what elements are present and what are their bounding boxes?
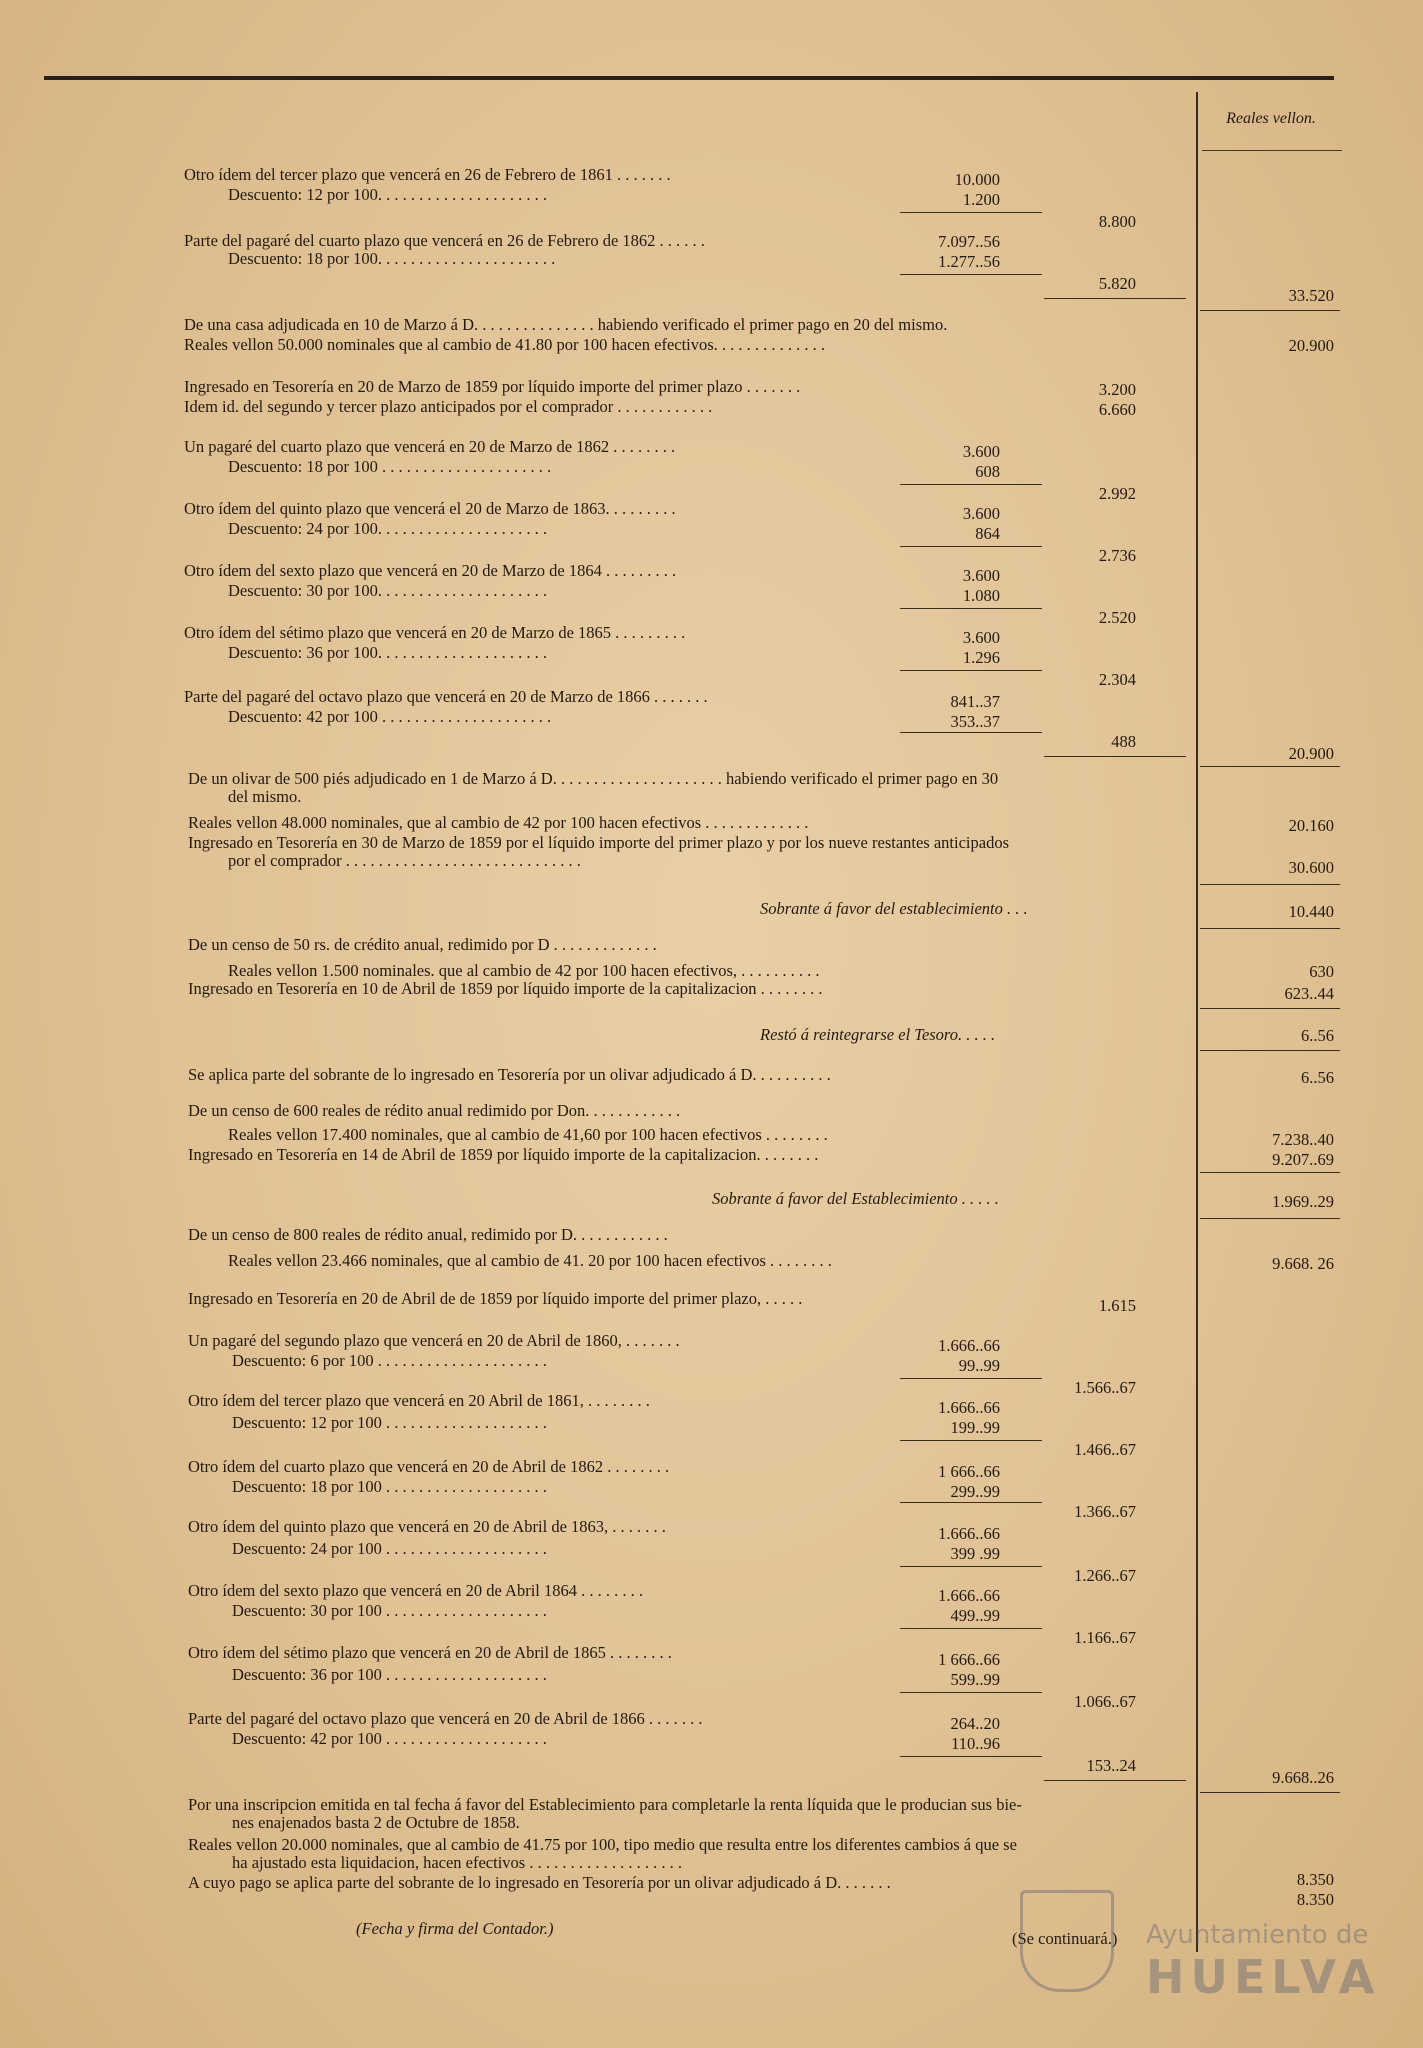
sum-rule [1200,766,1340,767]
watermark-main: HUELVA [1146,1950,1381,2004]
amount-col-2: 1.466..67 [1074,1440,1136,1459]
ledger-line: Reales vellon 48.000 nominales, que al cambio de 42 por 100 hacen efectivos . . . . . . . . . . . . . [188,813,809,832]
amount-col-1: 10.000 [954,170,1000,189]
sum-rule [900,274,1042,275]
amount-col-1: 3.600 [962,442,1000,461]
sum-rule [900,1566,1042,1567]
ledger-line: Parte del pagaré del cuarto plazo que vencerá en 26 de Febrero de 1862 . . . . . . [184,231,705,250]
ledger-line: Sobrante á favor del Establecimiento . . . . . [712,1189,999,1208]
ledger-line: Descuento: 42 por 100 . . . . . . . . . . . . . . . . . . . . . [228,707,552,726]
ledger-line: Otro ídem del quinto plazo que vencerá en 20 de Abril de 1863, . . . . . . . [188,1517,666,1536]
amount-col-2: 1.615 [1098,1296,1136,1315]
sum-rule [900,1692,1042,1693]
ledger-line: Por una inscripcion emitida en tal fecha á favor del Establecimiento para completarle la renta líquida que le producian sus bie- [188,1795,1022,1814]
sum-rule [1044,1780,1186,1781]
amount-col-3: 20.900 [1288,744,1334,763]
amount-col-3: 6..56 [1301,1068,1334,1087]
sum-rule [1200,1218,1340,1219]
amount-col-2: 488 [1111,732,1136,751]
amount-col-2: 2.736 [1098,546,1136,565]
sum-rule [1200,310,1340,311]
amount-col-1: 864 [975,524,1000,543]
amount-col-3: 20.160 [1288,816,1334,835]
amount-col-2: 1.266..67 [1074,1566,1136,1585]
amount-col-1: 353..37 [950,712,1000,731]
amount-col-1: 1.666..66 [938,1524,1000,1543]
sum-rule [1200,1792,1340,1793]
top-rule [44,76,1334,80]
amount-col-1: 1.080 [962,586,1000,605]
sum-rule [1200,1172,1340,1173]
amount-col-2: 153..24 [1086,1756,1136,1775]
column-divider [1196,92,1198,1952]
amount-col-1: 7.097..56 [938,232,1000,251]
ledger-line: Restó á reintegrarse el Tesoro. . . . . [760,1025,996,1044]
ledger-line: Otro ídem del sétimo plazo que vencerá en 20 de Abril de 1865 . . . . . . . . [188,1643,672,1662]
sum-rule [1200,928,1340,929]
amount-col-1: 1.277..56 [938,252,1000,271]
ledger-line: Ingresado en Tesorería en 20 de Marzo de 1859 por líquido importe del primer plazo . . . . . . . [184,377,801,396]
ledger-line: (Se continuará.) [1012,1929,1118,1948]
ledger-line: Parte del pagaré del octavo plazo que vencerá en 20 de Abril de 1866 . . . . . . . [188,1709,703,1728]
ledger-line: Descuento: 42 por 100 . . . . . . . . . . . . . . . . . . . . [232,1729,547,1748]
ledger-line: (Fecha y firma del Contador.) [356,1919,554,1938]
ledger-line: De una casa adjudicada en 10 de Marzo á D. . . . . . . . . . . . . . . habiendo verificado el primer pago en 20 del mismo. [184,315,948,334]
ledger-line: Descuento: 24 por 100 . . . . . . . . . . . . . . . . . . . . [232,1539,547,1558]
ledger-line: Otro ídem del sexto plazo que vencerá en 20 de Marzo de 1864 . . . . . . . . . [184,561,677,580]
ledger-line: Ingresado en Tesorería en 14 de Abril de 1859 por líquido importe de la capitalizacion. . . . . . . . [188,1145,819,1164]
amount-col-2: 1.066..67 [1074,1692,1136,1711]
sum-rule [900,484,1042,485]
ledger-line: Descuento: 12 por 100 . . . . . . . . . . . . . . . . . . . . [232,1413,547,1432]
amount-col-2: 2.992 [1098,484,1136,503]
ledger-line: Sobrante á favor del establecimiento . . . [760,899,1028,918]
ledger-line: De un censo de 600 reales de rédito anual redimido por Don. . . . . . . . . . . . [188,1101,681,1120]
ledger-line: De un olivar de 500 piés adjudicado en 1 de Marzo á D. . . . . . . . . . . . . . . . . . . . . habiendo verificado el primer pago en 30 [188,769,999,788]
sum-rule [1044,756,1186,757]
sum-rule [900,1440,1042,1441]
ledger-line: Descuento: 24 por 100. . . . . . . . . . . . . . . . . . . . . [228,519,547,538]
ledger-line: Descuento: 18 por 100 . . . . . . . . . . . . . . . . . . . . . [228,457,552,476]
sum-rule [1200,1050,1340,1051]
city-crest-icon [1020,1890,1114,1992]
amount-col-2: 6.660 [1098,400,1136,419]
amount-col-1: 499..99 [950,1606,1000,1625]
amount-col-3: 8.350 [1296,1870,1334,1889]
amount-col-1: 264..20 [950,1714,1000,1733]
sum-rule [1200,884,1340,885]
amount-col-1: 99..99 [958,1356,1000,1375]
amount-col-3: 630 [1309,962,1334,981]
ledger-line: Se aplica parte del sobrante de lo ingresado en Tesorería por un olivar adjudicado á D. . . . . . . . . . [188,1065,831,1084]
amount-col-3: 10.440 [1288,902,1334,921]
amount-col-2: 1.566..67 [1074,1378,1136,1397]
ledger-line: Descuento: 30 por 100. . . . . . . . . . . . . . . . . . . . . [228,581,547,600]
ledger-line: ha ajustado esta liquidacion, hacen efectivos . . . . . . . . . . . . . . . . . . . [232,1853,682,1872]
sum-rule [1044,298,1186,299]
ledger-line: Ingresado en Tesorería en 30 de Marzo de 1859 por el líquido importe del primer plazo y por los nueve restantes anticipados [188,833,1009,852]
sum-rule [900,670,1042,671]
ledger-line: por el comprador . . . . . . . . . . . . . . . . . . . . . . . . . . . . . [228,851,581,870]
ledger-line: Descuento: 6 por 100 . . . . . . . . . . . . . . . . . . . . . [232,1351,547,1370]
ledger-line: De un censo de 50 rs. de crédito anual, redimido por D . . . . . . . . . . . . . [188,935,657,954]
sum-rule [900,608,1042,609]
ledger-line: del mismo. [228,787,302,806]
amount-col-1: 608 [975,462,1000,481]
amount-col-3: 623..44 [1284,984,1334,1003]
ledger-line: nes enajenados basta 2 de Octubre de 1858. [232,1813,520,1832]
ledger-line: Otro ídem del quinto plazo que vencerá el 20 de Marzo de 1863. . . . . . . . . [184,499,676,518]
amount-col-2: 5.820 [1098,274,1136,293]
amount-col-2: 3.200 [1098,380,1136,399]
ledger-line: Idem id. del segundo y tercer plazo anticipados por el comprador . . . . . . . . . . . . [184,397,713,416]
amount-col-2: 8.800 [1098,212,1136,231]
amount-col-3: 7.238..40 [1272,1130,1334,1149]
amount-col-1: 199..99 [950,1418,1000,1437]
ledger-line: Otro ídem del sétimo plazo que vencerá en 20 de Marzo de 1865 . . . . . . . . . [184,623,686,642]
ledger-line: Reales vellon 50.000 nominales que al cambio de 41.80 por 100 hacen efectivos. . . . . . . . . . . . . . [184,335,826,354]
amount-col-1: 841..37 [950,692,1000,711]
ledger-line: Descuento: 36 por 100. . . . . . . . . . . . . . . . . . . . . [228,643,547,662]
ledger-line: Un pagaré del segundo plazo que vencerá en 20 de Abril de 1860, . . . . . . . [188,1331,680,1350]
amount-col-1: 1.666..66 [938,1398,1000,1417]
amount-col-3: 6..56 [1301,1026,1334,1045]
ledger-line: Descuento: 12 por 100. . . . . . . . . . . . . . . . . . . . . [228,185,547,204]
ledger-line: Reales vellon 1.500 nominales. que al cambio de 42 por 100 hacen efectivos, . . . . . . . . . . [228,961,820,980]
amount-col-1: 110..96 [951,1734,1000,1753]
amount-col-3: 30.600 [1288,858,1334,877]
amount-col-3: 1.969..29 [1272,1192,1334,1211]
ledger-line: Otro ídem del sexto plazo que vencerá en 20 de Abril 1864 . . . . . . . . [188,1581,644,1600]
amount-col-1: 1.666..66 [938,1336,1000,1355]
amount-col-1: 399 .99 [950,1544,1000,1563]
amount-col-2: 2.520 [1098,608,1136,627]
amount-col-3: 9.668. 26 [1272,1254,1334,1273]
sum-rule [900,546,1042,547]
amount-col-1: 299..99 [950,1482,1000,1501]
sum-rule [900,212,1042,213]
amount-col-1: 1 666..66 [938,1462,1000,1481]
sum-rule [900,1628,1042,1629]
amount-col-1: 1.296 [962,648,1000,667]
watermark-top: Ayuntamiento de [1146,1920,1369,1950]
ledger-line: Otro ídem del cuarto plazo que vencerá en 20 de Abril de 1862 . . . . . . . . [188,1457,670,1476]
amount-col-1: 1.200 [962,190,1000,209]
ledger-line: Un pagaré del cuarto plazo que vencerá en 20 de Marzo de 1862 . . . . . . . . [184,437,676,456]
ledger-line: Descuento: 18 por 100 . . . . . . . . . . . . . . . . . . . . [232,1477,547,1496]
ledger-line: Descuento: 36 por 100 . . . . . . . . . . . . . . . . . . . . [232,1665,547,1684]
column-header-reales-vellon: Reales vellon. [1226,110,1316,127]
amount-col-2: 2.304 [1098,670,1136,689]
amount-col-3: 33.520 [1288,286,1334,305]
column-header-rule [1202,150,1342,151]
sum-rule [1200,1008,1340,1009]
amount-col-1: 3.600 [962,566,1000,585]
amount-col-2: 1.366..67 [1074,1502,1136,1521]
ledger-line: A cuyo pago se aplica parte del sobrante de lo ingresado en Tesorería por un olivar adjudicado á D. . . . . . . [188,1873,891,1892]
ledger-line: Ingresado en Tesorería en 10 de Abril de 1859 por líquido importe de la capitalizacion . . . . . . . . [188,979,823,998]
ledger-line: Reales vellon 20.000 nominales, que al cambio de 41.75 por 100, tipo medio que resulta entre los diferentes cambios á que se [188,1835,1017,1854]
ledger-line: Descuento: 30 por 100 . . . . . . . . . . . . . . . . . . . . [232,1601,547,1620]
amount-col-1: 599..99 [950,1670,1000,1689]
amount-col-3: 8.350 [1296,1890,1334,1909]
sum-rule [900,732,1042,733]
ledger-line: Otro ídem del tercer plazo que vencerá en 26 de Febrero de 1861 . . . . . . . [184,165,671,184]
ledger-line: Ingresado en Tesorería en 20 de Abril de de 1859 por líquido importe del primer plazo, . . . . . [188,1289,803,1308]
amount-col-3: 9.207..69 [1272,1150,1334,1169]
amount-col-1: 3.600 [962,504,1000,523]
ledger-line: Reales vellon 23.466 nominales, que al cambio de 41. 20 por 100 hacen efectivos . . . . . . . . [228,1251,832,1270]
sum-rule [900,1502,1042,1503]
ledger-line: Parte del pagaré del octavo plazo que vencerá en 20 de Marzo de 1866 . . . . . . . [184,687,708,706]
amount-col-2: 1.166..67 [1074,1628,1136,1647]
amount-col-3: 9.668..26 [1272,1768,1334,1787]
amount-col-1: 1.666..66 [938,1586,1000,1605]
amount-col-3: 20.900 [1288,336,1334,355]
ledger-line: Otro ídem del tercer plazo que vencerá en 20 Abril de 1861, . . . . . . . . [188,1391,650,1410]
amount-col-1: 3.600 [962,628,1000,647]
sum-rule [900,1756,1042,1757]
ledger-line: De un censo de 800 reales de rédito anual, redimido por D. . . . . . . . . . . . [188,1225,668,1244]
ledger-line: Descuento: 18 por 100. . . . . . . . . . . . . . . . . . . . . . [228,249,556,268]
amount-col-1: 1 666..66 [938,1650,1000,1669]
ledger-line: Reales vellon 17.400 nominales, que al cambio de 41,60 por 100 hacen efectivos . . . . . . . . [228,1125,828,1144]
sum-rule [900,1378,1042,1379]
